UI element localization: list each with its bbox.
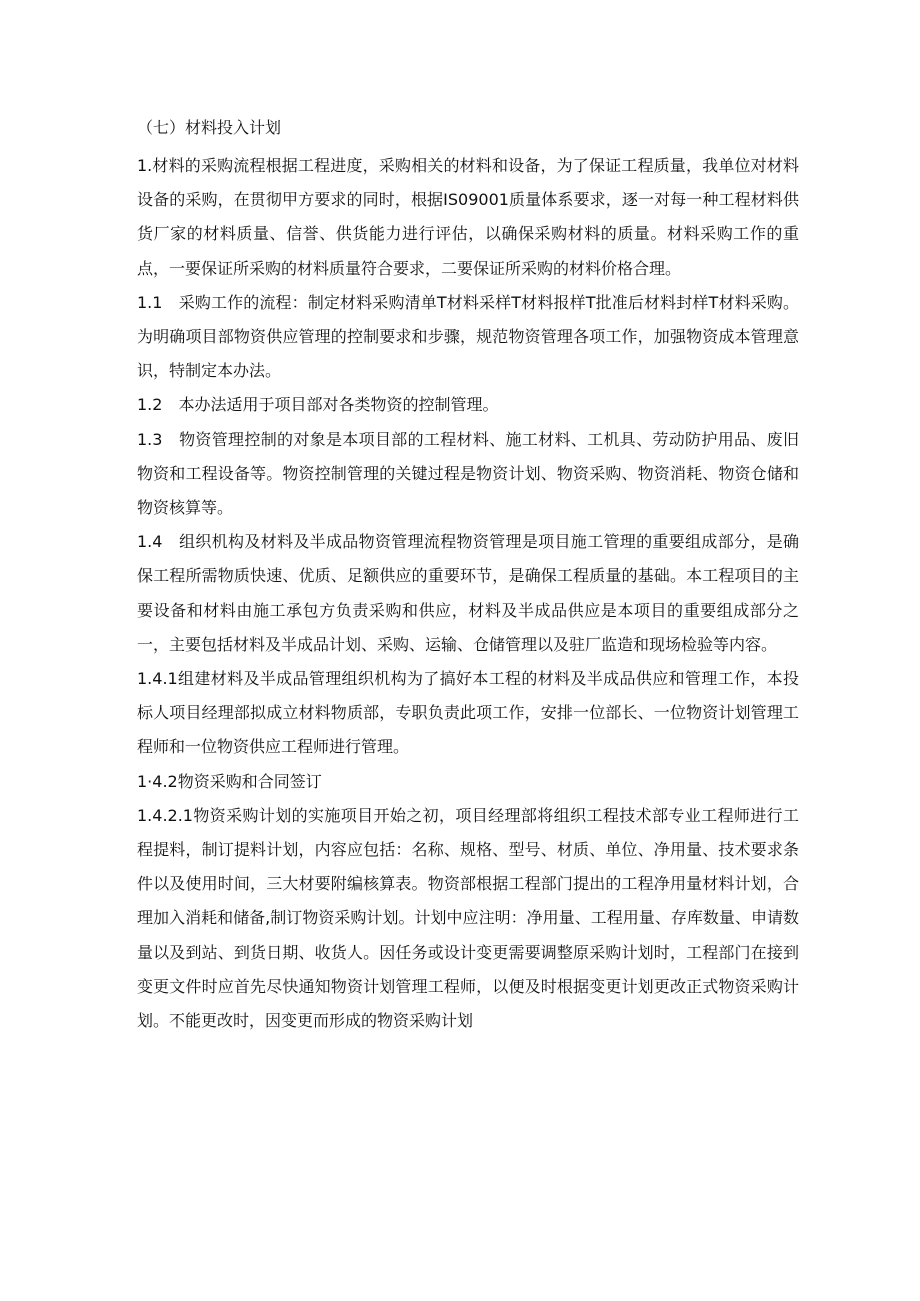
paragraph-1-4-2: 1·4.2物资采购和合同签订 [137,771,322,791]
section-heading: （七）材料投入计划 [137,118,282,137]
paragraph-1: 1.材料的采购流程根据工程进度，采购相关的材料和设备，为了保证工程质量，我单位对材料设备的采购，在贯彻甲方要求的同时，根据IS09001质量体系要求，逐一对每一种工程材料供货厂家的材料质量、信誉、供货能力进行评估，以确保采购材料的质量。材料采购工作的重点，一要保证所采购的材料质量符合要求，二要保证所采购的材料价格合理。 [137,156,799,278]
document-page [137,111,799,1038]
paragraph-1-2: 1.2 本办法适用于项目部对各类物资的控制管理。 [137,395,499,415]
paragraph-1-4-2-1: 1.4.2.1物资采购计划的实施项目开始之初，项目经理部将组织工程技术部专业工程师进行工程提料，制订提料计划，内容应包括：名称、规格、型号、材质、单位、净用量、技术要求条件以及使用时间，三大材要附编核算表。物资部根据工程部门提出的工程净用量材料计划，合理加入消耗和储备,制订物资采购计划。计划中应注明：净用量、工程用量、存库数量、申请数量以及到站、到货日期、收货人。因任务或设计变更需要调整原采购计划时，工程部门在接到变更文件时应首先尽快通知物资计划管理工程师，以便及时根据变更计划更改正式物资采购计划。不能更改时，因变更而形成的物资采购计划 [137,805,799,1031]
paragraph-1-4: 1.4 组织机构及材料及半成品物资管理流程物资管理是项目施工管理的重要组成部分，是确保工程所需物质快速、优质、足额供应的重要环节，是确保工程质量的基础。本工程项目的主要设备和材料由施工承包方负责采购和供应，材料及半成品供应是本项目的重要组成部分之一，主要包括材料及半成品计划、采购、运输、仓储管理以及驻厂监造和现场检验等内容。 [137,532,799,654]
paragraph-1-4-1: 1.4.1组建材料及半成品管理组织机构为了搞好本工程的材料及半成品供应和管理工作，本投标人项目经理部拟成立材料物质部，专职负责此项工作，安排一位部长、一位物资计划管理工程师和一位物资供应工程师进行管理。 [137,669,799,757]
paragraph-1-3: 1.3 物资管理控制的对象是本项目部的工程材料、施工材料、工机具、劳动防护用品、废旧物资和工程设备等。物资控制管理的关键过程是物资计划、物资采购、物资消耗、物资仓储和物资核算等。 [137,429,799,518]
paragraph-1-1: 1.1 采购工作的流程：制定材料采购清单T材料采样T材料报样T批准后材料封样T材料采购。为明确项目部物资供应管理的控制要求和步骤，规范物资管理各项工作，加强物资成本管理意识，特制定本办法。 [137,292,799,381]
